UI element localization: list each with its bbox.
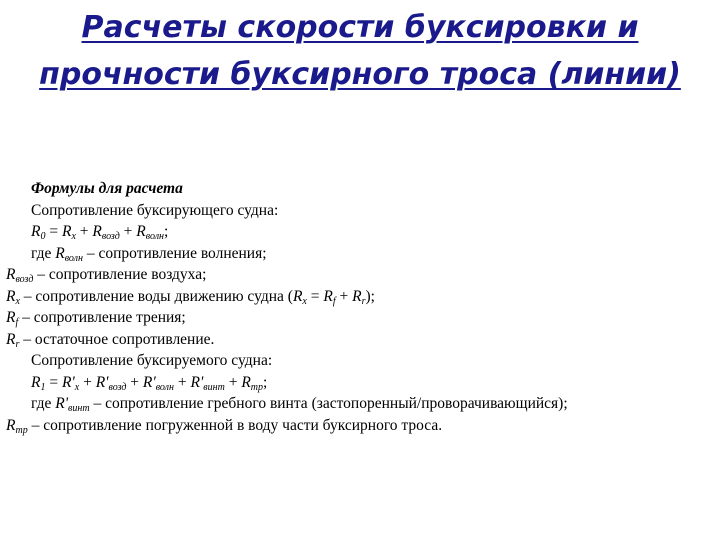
slide-body — [6, 178, 711, 436]
symbol-r-voln: $R_{волн}$ — [136, 223, 165, 242]
definition-water-resistance: $R_x$ – сопротивление воды движению судна $(R_x = R_f + R_r)$; — [6, 287, 375, 307]
symbol-rx: $R_x$ — [61, 223, 76, 242]
slide-title — [0, 4, 720, 98]
towed-resistance-header: Сопротивление буксируемого судна: — [31, 352, 273, 369]
tug-resistance-header: Сопротивление буксирующего судна: — [31, 201, 279, 219]
formula-towed-resistance: $R_1 = R'_x + R'_{возд} + R'_{волн} + R'_{винт} + R_{тр}$; — [31, 373, 268, 393]
definition-propeller-resistance: где $R'_{винт}$ – сопротивление гребного винта (застопоренный/проворачивающийся); — [31, 395, 568, 414]
definition-rope-resistance: $R_{тр}$ – сопротивление погруженной в воду части буксирного троса. — [6, 416, 443, 436]
definition-air-resistance: $R_{возд}$ – сопротивление воздуха; — [6, 266, 207, 285]
definition-wave-resistance: где $R_{волн}$ – сопротивление волнения; — [31, 244, 267, 264]
formulas-heading: Формулы для расчета — [31, 180, 183, 197]
definition-residual-resistance: $R_r$ – остаточное сопротивление. — [6, 330, 215, 350]
title-line-1: Расчеты скорости буксировки и — [81, 10, 639, 45]
formula-tug-resistance: $R_0 = R_x + R_{возд} + R_{волн}$; — [31, 223, 169, 242]
symbol-r0: $R_0$ — [31, 223, 46, 242]
title-line-2: прочности буксирного троса (линии) — [39, 57, 681, 92]
symbol-r-vozd: $R_{возд}$ — [92, 223, 120, 242]
definition-friction-resistance: $R_f$ – сопротивление трения; — [6, 309, 186, 328]
